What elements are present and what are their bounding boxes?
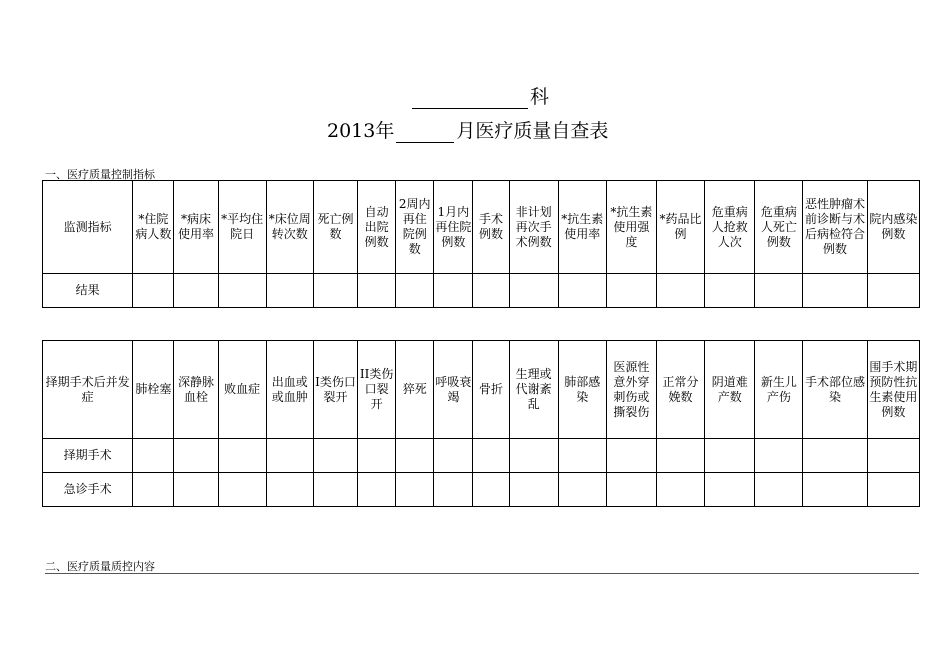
column-header: 医源性意外穿刺伤或撕裂伤: [606, 341, 656, 439]
data-cell[interactable]: [473, 439, 509, 473]
column-header: 出血或或血肿: [266, 341, 313, 439]
data-cell[interactable]: [396, 274, 434, 308]
data-cell[interactable]: [803, 473, 867, 507]
data-cell[interactable]: [174, 473, 218, 507]
data-cell[interactable]: [867, 274, 919, 308]
column-header: 围手术期预防性抗生素使用例数: [867, 341, 919, 439]
table-row: [43, 274, 920, 308]
data-cell[interactable]: [606, 473, 656, 507]
data-cell[interactable]: [558, 274, 606, 308]
data-cell[interactable]: [313, 473, 357, 507]
data-cell[interactable]: [755, 439, 803, 473]
column-header: 危重病人死亡例数: [755, 181, 803, 274]
table-row: [43, 473, 920, 507]
column-header: *住院病人数: [133, 181, 174, 274]
column-header: 非计划再次手术例数: [509, 181, 558, 274]
column-header: *床位周转次数: [266, 181, 313, 274]
row-header-label: 择期手术后并发症: [43, 341, 133, 439]
data-cell[interactable]: [218, 439, 266, 473]
data-cell[interactable]: [755, 473, 803, 507]
data-cell[interactable]: [705, 473, 755, 507]
table1-header-row: [43, 181, 920, 274]
data-cell[interactable]: [473, 473, 509, 507]
column-header: 手术部位感染: [803, 341, 867, 439]
column-header: 深静脉血栓: [174, 341, 218, 439]
department-suffix: 科: [530, 86, 550, 108]
data-cell[interactable]: [656, 473, 704, 507]
column-header: *病床使用率: [174, 181, 218, 274]
column-header: 生理或代谢紊乱: [509, 341, 558, 439]
data-cell[interactable]: [266, 439, 313, 473]
data-cell[interactable]: [656, 274, 704, 308]
row-label: 择期手术: [43, 439, 133, 473]
column-header: 恶性肿瘤术前诊断与术后病检符合例数: [803, 181, 867, 274]
data-cell[interactable]: [396, 439, 434, 473]
complication-table: [42, 340, 920, 507]
data-cell[interactable]: [656, 439, 704, 473]
row-label: 结果: [43, 274, 133, 308]
data-cell[interactable]: [867, 439, 919, 473]
column-header: 1月内再住院例数: [434, 181, 473, 274]
column-header: 肺栓塞: [133, 341, 174, 439]
data-cell[interactable]: [434, 473, 473, 507]
column-header: I类伤口裂开: [313, 341, 357, 439]
data-cell[interactable]: [313, 274, 357, 308]
data-cell[interactable]: [803, 439, 867, 473]
data-cell[interactable]: [358, 473, 396, 507]
data-cell[interactable]: [218, 274, 266, 308]
data-cell[interactable]: [509, 473, 558, 507]
data-cell[interactable]: [558, 473, 606, 507]
column-header: 死亡例数: [313, 181, 357, 274]
data-cell[interactable]: [133, 274, 174, 308]
column-header: 自动出院例数: [358, 181, 396, 274]
data-cell[interactable]: [558, 439, 606, 473]
year-label: 2013年: [327, 120, 395, 142]
column-header: 猝死: [396, 341, 434, 439]
form-title-text: 月医疗质量自查表: [456, 120, 609, 142]
data-cell[interactable]: [133, 439, 174, 473]
column-header: 肺部感染: [558, 341, 606, 439]
month-blank-line[interactable]: [396, 116, 454, 143]
data-cell[interactable]: [266, 274, 313, 308]
data-cell[interactable]: [705, 439, 755, 473]
column-header: *平均住院日: [218, 181, 266, 274]
table2-header-row: [43, 341, 920, 439]
section2-divider: [45, 573, 919, 574]
quality-indicator-table: [42, 180, 920, 308]
data-cell[interactable]: [434, 274, 473, 308]
data-cell[interactable]: [358, 439, 396, 473]
data-cell[interactable]: [358, 274, 396, 308]
column-header: 危重病人抢救人次: [705, 181, 755, 274]
column-header: *抗生素使用强度: [606, 181, 656, 274]
column-header: 2周内再住院例数: [396, 181, 434, 274]
data-cell[interactable]: [313, 439, 357, 473]
column-header: II类伤口裂开: [358, 341, 396, 439]
data-cell[interactable]: [218, 473, 266, 507]
column-header: *药品比例: [656, 181, 704, 274]
data-cell[interactable]: [606, 274, 656, 308]
column-header: 阴道难产数: [705, 341, 755, 439]
department-blank-line[interactable]: [412, 108, 528, 109]
column-header: *抗生素使用率: [558, 181, 606, 274]
data-cell[interactable]: [755, 274, 803, 308]
table-row: [43, 439, 920, 473]
data-cell[interactable]: [133, 473, 174, 507]
data-cell[interactable]: [509, 274, 558, 308]
column-header: 骨折: [473, 341, 509, 439]
data-cell[interactable]: [174, 439, 218, 473]
section2-heading: 二、医疗质量质控内容: [45, 560, 155, 573]
column-header: 呼吸衰竭: [434, 341, 473, 439]
row-label: 急诊手术: [43, 473, 133, 507]
data-cell[interactable]: [803, 274, 867, 308]
row-header-label: 监测指标: [43, 181, 133, 274]
data-cell[interactable]: [705, 274, 755, 308]
data-cell[interactable]: [867, 473, 919, 507]
column-header: 手术例数: [473, 181, 509, 274]
column-header: 新生儿产伤: [755, 341, 803, 439]
data-cell[interactable]: [266, 473, 313, 507]
column-header: 院内感染例数: [867, 181, 919, 274]
data-cell[interactable]: [473, 274, 509, 308]
form-title: [327, 116, 608, 146]
data-cell[interactable]: [434, 439, 473, 473]
column-header: 败血症: [218, 341, 266, 439]
section1-heading: 一、医疗质量控制指标: [45, 168, 155, 181]
data-cell[interactable]: [396, 473, 434, 507]
department-title: [0, 82, 950, 110]
data-cell[interactable]: [509, 439, 558, 473]
column-header: 正常分娩数: [656, 341, 704, 439]
data-cell[interactable]: [606, 439, 656, 473]
data-cell[interactable]: [174, 274, 218, 308]
